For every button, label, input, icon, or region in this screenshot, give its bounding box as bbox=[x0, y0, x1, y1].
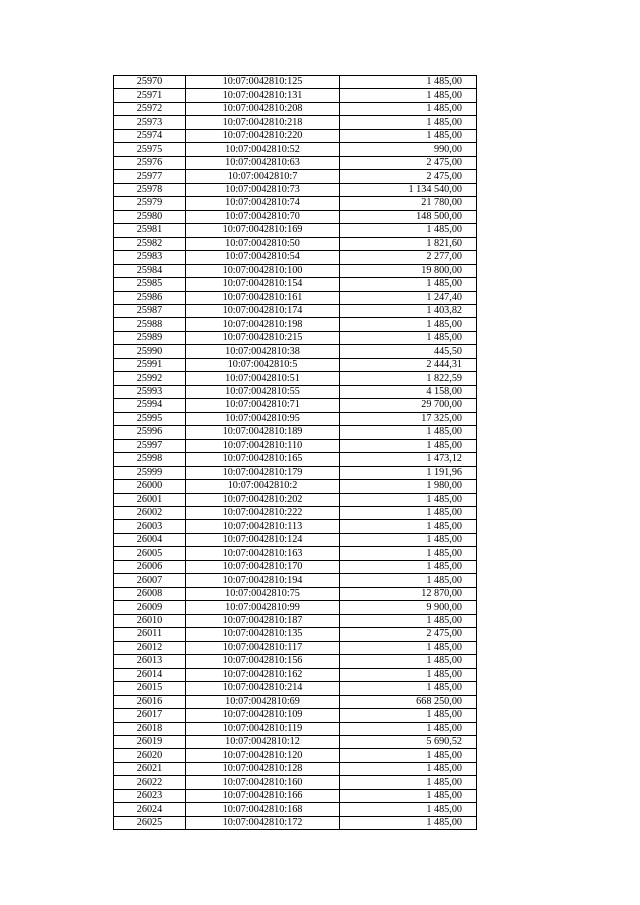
amount-cell: 1 485,00 bbox=[340, 776, 477, 789]
cadastral-number-cell: 10:07:0042810:50 bbox=[186, 237, 340, 250]
table-row bbox=[114, 102, 477, 115]
amount-cell: 1 485,00 bbox=[340, 574, 477, 587]
cadastral-number-cell: 10:07:0042810:54 bbox=[186, 251, 340, 264]
cadastral-number-cell: 10:07:0042810:110 bbox=[186, 439, 340, 452]
amount-cell: 2 475,00 bbox=[340, 170, 477, 183]
table-row bbox=[114, 372, 477, 385]
row-number-cell: 26006 bbox=[114, 560, 186, 573]
row-number-cell: 25972 bbox=[114, 102, 186, 115]
cadastral-number-cell: 10:07:0042810:218 bbox=[186, 116, 340, 129]
row-number-cell: 25981 bbox=[114, 224, 186, 237]
amount-cell: 9 900,00 bbox=[340, 601, 477, 614]
amount-cell: 1 485,00 bbox=[340, 803, 477, 816]
row-number-cell: 26008 bbox=[114, 587, 186, 600]
cadastral-number-cell: 10:07:0042810:220 bbox=[186, 129, 340, 142]
cadastral-number-cell: 10:07:0042810:120 bbox=[186, 749, 340, 762]
amount-cell: 1 485,00 bbox=[340, 520, 477, 533]
table-row bbox=[114, 143, 477, 156]
cadastral-number-cell: 10:07:0042810:70 bbox=[186, 210, 340, 223]
amount-cell: 1 485,00 bbox=[340, 102, 477, 115]
amount-cell: 4 158,00 bbox=[340, 385, 477, 398]
row-number-cell: 25987 bbox=[114, 304, 186, 317]
table-row bbox=[114, 682, 477, 695]
amount-cell: 1 485,00 bbox=[340, 278, 477, 291]
amount-cell: 1 485,00 bbox=[340, 439, 477, 452]
row-number-cell: 26000 bbox=[114, 480, 186, 493]
table-row bbox=[114, 170, 477, 183]
table-row bbox=[114, 480, 477, 493]
cadastral-number-cell: 10:07:0042810:179 bbox=[186, 466, 340, 479]
cadastral-number-cell: 10:07:0042810:7 bbox=[186, 170, 340, 183]
amount-cell: 1 485,00 bbox=[340, 547, 477, 560]
table-row bbox=[114, 709, 477, 722]
table-row bbox=[114, 331, 477, 344]
table-row bbox=[114, 789, 477, 802]
table-row bbox=[114, 224, 477, 237]
table-body bbox=[114, 76, 477, 830]
cadastral-number-cell: 10:07:0042810:119 bbox=[186, 722, 340, 735]
cadastral-number-cell: 10:07:0042810:124 bbox=[186, 533, 340, 546]
row-number-cell: 25978 bbox=[114, 183, 186, 196]
table-row bbox=[114, 520, 477, 533]
cadastral-number-cell: 10:07:0042810:71 bbox=[186, 399, 340, 412]
cadastral-number-cell: 10:07:0042810:51 bbox=[186, 372, 340, 385]
cadastral-number-cell: 10:07:0042810:2 bbox=[186, 480, 340, 493]
row-number-cell: 26001 bbox=[114, 493, 186, 506]
row-number-cell: 25982 bbox=[114, 237, 186, 250]
table-row bbox=[114, 76, 477, 89]
table-row bbox=[114, 197, 477, 210]
cadastral-number-cell: 10:07:0042810:194 bbox=[186, 574, 340, 587]
table-row bbox=[114, 493, 477, 506]
row-number-cell: 26018 bbox=[114, 722, 186, 735]
cadastral-number-cell: 10:07:0042810:163 bbox=[186, 547, 340, 560]
table-row bbox=[114, 668, 477, 681]
amount-cell: 1 485,00 bbox=[340, 789, 477, 802]
row-number-cell: 26025 bbox=[114, 816, 186, 829]
cadastral-number-cell: 10:07:0042810:63 bbox=[186, 156, 340, 169]
table-row bbox=[114, 264, 477, 277]
amount-cell: 1 485,00 bbox=[340, 89, 477, 102]
table-row bbox=[114, 655, 477, 668]
cadastral-number-cell: 10:07:0042810:125 bbox=[186, 76, 340, 89]
cadastral-number-cell: 10:07:0042810:166 bbox=[186, 789, 340, 802]
row-number-cell: 25970 bbox=[114, 76, 186, 89]
amount-cell: 1 485,00 bbox=[340, 655, 477, 668]
cadastral-number-cell: 10:07:0042810:198 bbox=[186, 318, 340, 331]
row-number-cell: 25997 bbox=[114, 439, 186, 452]
row-number-cell: 25995 bbox=[114, 412, 186, 425]
table-row bbox=[114, 345, 477, 358]
amount-cell: 1 980,00 bbox=[340, 480, 477, 493]
cadastral-number-cell: 10:07:0042810:214 bbox=[186, 682, 340, 695]
amount-cell: 5 690,52 bbox=[340, 735, 477, 748]
row-number-cell: 26016 bbox=[114, 695, 186, 708]
table-row bbox=[114, 278, 477, 291]
table-row bbox=[114, 385, 477, 398]
amount-cell: 29 700,00 bbox=[340, 399, 477, 412]
row-number-cell: 25973 bbox=[114, 116, 186, 129]
cadastral-number-cell: 10:07:0042810:160 bbox=[186, 776, 340, 789]
table-row bbox=[114, 628, 477, 641]
table-row bbox=[114, 641, 477, 654]
table-row bbox=[114, 587, 477, 600]
row-number-cell: 26021 bbox=[114, 762, 186, 775]
amount-cell: 1 485,00 bbox=[340, 426, 477, 439]
row-number-cell: 25989 bbox=[114, 331, 186, 344]
table-row bbox=[114, 776, 477, 789]
cadastral-number-cell: 10:07:0042810:156 bbox=[186, 655, 340, 668]
cadastral-number-cell: 10:07:0042810:187 bbox=[186, 614, 340, 627]
amount-cell: 1 485,00 bbox=[340, 816, 477, 829]
amount-cell: 445,50 bbox=[340, 345, 477, 358]
table-row bbox=[114, 156, 477, 169]
cadastral-number-cell: 10:07:0042810:215 bbox=[186, 331, 340, 344]
table-row bbox=[114, 695, 477, 708]
cadastral-number-cell: 10:07:0042810:52 bbox=[186, 143, 340, 156]
amount-cell: 1 191,96 bbox=[340, 466, 477, 479]
cadastral-number-cell: 10:07:0042810:189 bbox=[186, 426, 340, 439]
row-number-cell: 25988 bbox=[114, 318, 186, 331]
table-row bbox=[114, 439, 477, 452]
table-row bbox=[114, 129, 477, 142]
cadastral-number-cell: 10:07:0042810:74 bbox=[186, 197, 340, 210]
row-number-cell: 25971 bbox=[114, 89, 186, 102]
table-row bbox=[114, 399, 477, 412]
table-row bbox=[114, 453, 477, 466]
table-row bbox=[114, 762, 477, 775]
row-number-cell: 25991 bbox=[114, 358, 186, 371]
table-row bbox=[114, 210, 477, 223]
table-row bbox=[114, 614, 477, 627]
table-row bbox=[114, 466, 477, 479]
amount-cell: 1 485,00 bbox=[340, 533, 477, 546]
row-number-cell: 25984 bbox=[114, 264, 186, 277]
cadastral-number-cell: 10:07:0042810:174 bbox=[186, 304, 340, 317]
table-row bbox=[114, 601, 477, 614]
row-number-cell: 25992 bbox=[114, 372, 186, 385]
row-number-cell: 25976 bbox=[114, 156, 186, 169]
cadastral-number-cell: 10:07:0042810:162 bbox=[186, 668, 340, 681]
cadastral-number-cell: 10:07:0042810:135 bbox=[186, 628, 340, 641]
row-number-cell: 26014 bbox=[114, 668, 186, 681]
amount-cell: 21 780,00 bbox=[340, 197, 477, 210]
amount-cell: 19 800,00 bbox=[340, 264, 477, 277]
cadastral-number-cell: 10:07:0042810:172 bbox=[186, 816, 340, 829]
cadastral-number-cell: 10:07:0042810:208 bbox=[186, 102, 340, 115]
amount-cell: 1 821,60 bbox=[340, 237, 477, 250]
cadastral-number-cell: 10:07:0042810:5 bbox=[186, 358, 340, 371]
table-row bbox=[114, 560, 477, 573]
table-row bbox=[114, 318, 477, 331]
row-number-cell: 25990 bbox=[114, 345, 186, 358]
row-number-cell: 25985 bbox=[114, 278, 186, 291]
amount-cell: 1 485,00 bbox=[340, 129, 477, 142]
row-number-cell: 26013 bbox=[114, 655, 186, 668]
data-table bbox=[113, 75, 477, 830]
row-number-cell: 26002 bbox=[114, 507, 186, 520]
cadastral-number-cell: 10:07:0042810:55 bbox=[186, 385, 340, 398]
cadastral-number-cell: 10:07:0042810:69 bbox=[186, 695, 340, 708]
row-number-cell: 25996 bbox=[114, 426, 186, 439]
row-number-cell: 26015 bbox=[114, 682, 186, 695]
row-number-cell: 25999 bbox=[114, 466, 186, 479]
table-row bbox=[114, 803, 477, 816]
row-number-cell: 25986 bbox=[114, 291, 186, 304]
row-number-cell: 25993 bbox=[114, 385, 186, 398]
table-row bbox=[114, 304, 477, 317]
table-row bbox=[114, 426, 477, 439]
cadastral-number-cell: 10:07:0042810:75 bbox=[186, 587, 340, 600]
cadastral-number-cell: 10:07:0042810:12 bbox=[186, 735, 340, 748]
amount-cell: 2 277,00 bbox=[340, 251, 477, 264]
amount-cell: 1 247,40 bbox=[340, 291, 477, 304]
cadastral-number-cell: 10:07:0042810:109 bbox=[186, 709, 340, 722]
amount-cell: 1 485,00 bbox=[340, 493, 477, 506]
cadastral-number-cell: 10:07:0042810:165 bbox=[186, 453, 340, 466]
amount-cell: 1 485,00 bbox=[340, 76, 477, 89]
amount-cell: 1 485,00 bbox=[340, 668, 477, 681]
cadastral-number-cell: 10:07:0042810:99 bbox=[186, 601, 340, 614]
table-row bbox=[114, 358, 477, 371]
amount-cell: 1 485,00 bbox=[340, 318, 477, 331]
row-number-cell: 25980 bbox=[114, 210, 186, 223]
table-row bbox=[114, 816, 477, 829]
amount-cell: 12 870,00 bbox=[340, 587, 477, 600]
amount-cell: 2 444,31 bbox=[340, 358, 477, 371]
row-number-cell: 25983 bbox=[114, 251, 186, 264]
table-row bbox=[114, 547, 477, 560]
row-number-cell: 25998 bbox=[114, 453, 186, 466]
amount-cell: 1 485,00 bbox=[340, 762, 477, 775]
amount-cell: 1 485,00 bbox=[340, 641, 477, 654]
table-row bbox=[114, 735, 477, 748]
cadastral-number-cell: 10:07:0042810:100 bbox=[186, 264, 340, 277]
row-number-cell: 26009 bbox=[114, 601, 186, 614]
cadastral-number-cell: 10:07:0042810:38 bbox=[186, 345, 340, 358]
amount-cell: 1 485,00 bbox=[340, 224, 477, 237]
cadastral-number-cell: 10:07:0042810:113 bbox=[186, 520, 340, 533]
amount-cell: 1 485,00 bbox=[340, 331, 477, 344]
row-number-cell: 25994 bbox=[114, 399, 186, 412]
amount-cell: 2 475,00 bbox=[340, 628, 477, 641]
row-number-cell: 26003 bbox=[114, 520, 186, 533]
row-number-cell: 25979 bbox=[114, 197, 186, 210]
amount-cell: 148 500,00 bbox=[340, 210, 477, 223]
row-number-cell: 25977 bbox=[114, 170, 186, 183]
amount-cell: 1 485,00 bbox=[340, 507, 477, 520]
row-number-cell: 26017 bbox=[114, 709, 186, 722]
row-number-cell: 26010 bbox=[114, 614, 186, 627]
cadastral-number-cell: 10:07:0042810:128 bbox=[186, 762, 340, 775]
table-row bbox=[114, 412, 477, 425]
table-row bbox=[114, 507, 477, 520]
table-row bbox=[114, 749, 477, 762]
row-number-cell: 26020 bbox=[114, 749, 186, 762]
amount-cell: 1 403,82 bbox=[340, 304, 477, 317]
cadastral-number-cell: 10:07:0042810:170 bbox=[186, 560, 340, 573]
cadastral-number-cell: 10:07:0042810:169 bbox=[186, 224, 340, 237]
amount-cell: 1 134 540,00 bbox=[340, 183, 477, 196]
cadastral-number-cell: 10:07:0042810:73 bbox=[186, 183, 340, 196]
amount-cell: 1 485,00 bbox=[340, 560, 477, 573]
amount-cell: 1 485,00 bbox=[340, 749, 477, 762]
amount-cell: 990,00 bbox=[340, 143, 477, 156]
amount-cell: 1 485,00 bbox=[340, 614, 477, 627]
amount-cell: 17 325,00 bbox=[340, 412, 477, 425]
cadastral-number-cell: 10:07:0042810:222 bbox=[186, 507, 340, 520]
amount-cell: 1 473,12 bbox=[340, 453, 477, 466]
cadastral-number-cell: 10:07:0042810:202 bbox=[186, 493, 340, 506]
row-number-cell: 26019 bbox=[114, 735, 186, 748]
table-row bbox=[114, 183, 477, 196]
row-number-cell: 26024 bbox=[114, 803, 186, 816]
row-number-cell: 25974 bbox=[114, 129, 186, 142]
table-row bbox=[114, 574, 477, 587]
table-row bbox=[114, 237, 477, 250]
cadastral-number-cell: 10:07:0042810:131 bbox=[186, 89, 340, 102]
row-number-cell: 26005 bbox=[114, 547, 186, 560]
row-number-cell: 26011 bbox=[114, 628, 186, 641]
cadastral-number-cell: 10:07:0042810:95 bbox=[186, 412, 340, 425]
amount-cell: 1 485,00 bbox=[340, 709, 477, 722]
row-number-cell: 26022 bbox=[114, 776, 186, 789]
table-row bbox=[114, 533, 477, 546]
row-number-cell: 25975 bbox=[114, 143, 186, 156]
cadastral-number-cell: 10:07:0042810:117 bbox=[186, 641, 340, 654]
table-row bbox=[114, 251, 477, 264]
table-row bbox=[114, 89, 477, 102]
amount-cell: 1 485,00 bbox=[340, 722, 477, 735]
row-number-cell: 26007 bbox=[114, 574, 186, 587]
cadastral-number-cell: 10:07:0042810:154 bbox=[186, 278, 340, 291]
amount-cell: 668 250,00 bbox=[340, 695, 477, 708]
amount-cell: 1 485,00 bbox=[340, 116, 477, 129]
row-number-cell: 26004 bbox=[114, 533, 186, 546]
table-row bbox=[114, 116, 477, 129]
cadastral-number-cell: 10:07:0042810:161 bbox=[186, 291, 340, 304]
row-number-cell: 26012 bbox=[114, 641, 186, 654]
cadastral-number-cell: 10:07:0042810:168 bbox=[186, 803, 340, 816]
amount-cell: 2 475,00 bbox=[340, 156, 477, 169]
table-row bbox=[114, 722, 477, 735]
amount-cell: 1 822,59 bbox=[340, 372, 477, 385]
row-number-cell: 26023 bbox=[114, 789, 186, 802]
table-row bbox=[114, 291, 477, 304]
amount-cell: 1 485,00 bbox=[340, 682, 477, 695]
